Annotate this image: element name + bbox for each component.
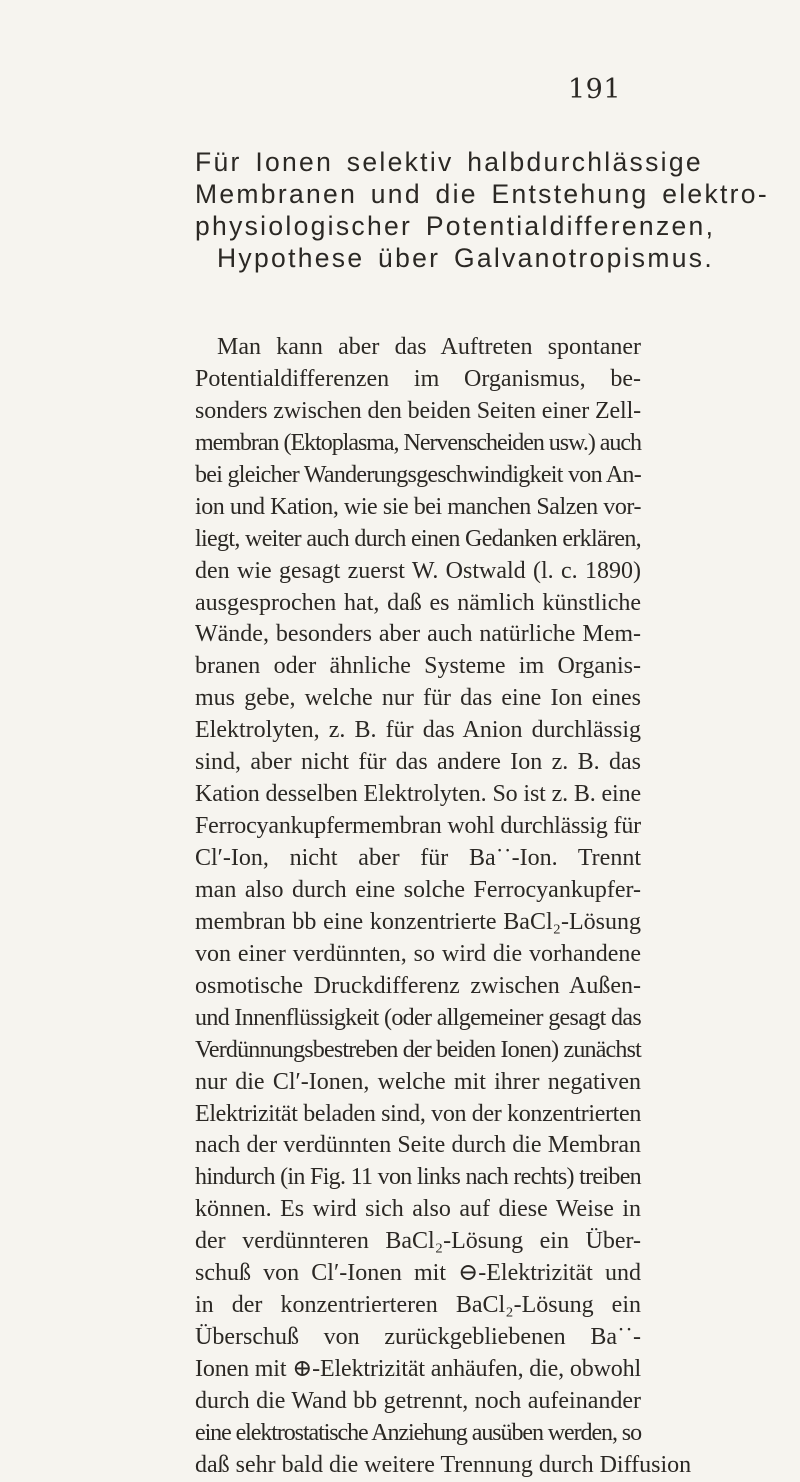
- body-line: Wände, besonders aber auch natürliche Mem-: [195, 621, 642, 648]
- body-line: von einer verdünnten, so wird die vorhandene: [195, 940, 641, 967]
- body-line: Verdünnungsbestreben der beiden Ionen) zunächst: [195, 1036, 641, 1063]
- body-line: liegt, weiter auch durch einen Gedanken erklären,: [195, 525, 642, 552]
- body-line: durch die Wand bb getrennt, noch aufeinander: [195, 1387, 641, 1414]
- body-line: Elektrolyten, z. B. für das Anion durchlässig: [195, 717, 641, 744]
- body-line: der verdünnteren BaCl₂-Lösung ein Über-: [195, 1228, 641, 1255]
- body-line: sind, aber nicht für das andere Ion z. B. das: [195, 749, 641, 776]
- body-line: ion und Kation, wie sie bei manchen Salzen vor-: [195, 493, 641, 520]
- body-line: daß sehr bald die weitere Trennung durch Diffusion: [195, 1451, 692, 1478]
- body-line: Ferrocyankupfermembran wohl durchlässig für: [195, 813, 641, 840]
- body-line: ausgesprochen hat, daß es nämlich künstliche: [195, 589, 641, 616]
- body-line: bei gleicher Wanderungsgeschwindigkeit von An-: [195, 461, 641, 488]
- body-line: osmotische Druckdifferenz zwischen Außen-: [195, 972, 641, 999]
- body-line: Elektrizität beladen sind, von der konzentrierten: [195, 1100, 641, 1127]
- body-line: Überschuß von zurückgebliebenen Ba˙˙-: [195, 1324, 641, 1351]
- body-line: sonders zwischen den beiden Seiten einer Zell-: [195, 397, 641, 424]
- heading-line: Für Ionen selektiv halbdurchlässige: [195, 147, 703, 177]
- body-line: membran (Ektoplasma, Nervenscheiden usw.) auch: [195, 429, 642, 456]
- body-paragraph: [195, 332, 692, 1482]
- body-line: in der konzentrierteren BaCl₂-Lösung ein: [195, 1292, 641, 1319]
- body-line: membran bb eine konzentrierte BaCl₂-Lösung: [195, 908, 641, 935]
- body-line: nur die Cl′-Ionen, welche mit ihrer negativen: [195, 1068, 641, 1095]
- heading-line: physiologischer Potentialdifferenzen,: [195, 211, 716, 241]
- heading-line: Membranen und die Entstehung elektro-: [195, 179, 769, 209]
- heading-line: Hypothese über Galvanotropismus.: [217, 243, 714, 273]
- body-line: Man kann aber das Auftreten spontaner: [217, 334, 641, 360]
- body-line: man also durch eine solche Ferrocyankupfer-: [195, 876, 641, 903]
- body-line: eine elektrostatische Anziehung ausüben werden, so: [195, 1419, 641, 1446]
- body-line: nach der verdünnten Seite durch die Membran: [195, 1132, 641, 1159]
- body-line: Potentialdifferenzen im Organismus, be-: [195, 365, 641, 392]
- body-line: schuß von Cl′-Ionen mit ⊖-Elektrizität und: [195, 1260, 641, 1287]
- body-line: können. Es wird sich also auf diese Weise in: [195, 1196, 641, 1223]
- body-line: und Innenflüssigkeit (oder allgemeiner gesagt das: [195, 1004, 642, 1031]
- body-line: Ionen mit ⊕-Elektrizität anhäufen, die, obwohl: [195, 1356, 642, 1382]
- section-heading: [195, 146, 769, 274]
- body-line: mus gebe, welche nur für das eine Ion eines: [195, 685, 642, 712]
- page-number: 191: [568, 74, 622, 105]
- body-line: Kation desselben Elektrolyten. So ist z. B. eine: [195, 781, 642, 808]
- body-line: hindurch (in Fig. 11 von links nach rechts) treiben: [195, 1164, 641, 1191]
- body-line: den wie gesagt zuerst W. Ostwald (l. c. 1890): [195, 557, 642, 584]
- body-line: branen oder ähnliche Systeme im Organis-: [195, 653, 641, 680]
- body-line: Cl′-Ion, nicht aber für Ba˙˙-Ion. Trennt: [195, 845, 641, 871]
